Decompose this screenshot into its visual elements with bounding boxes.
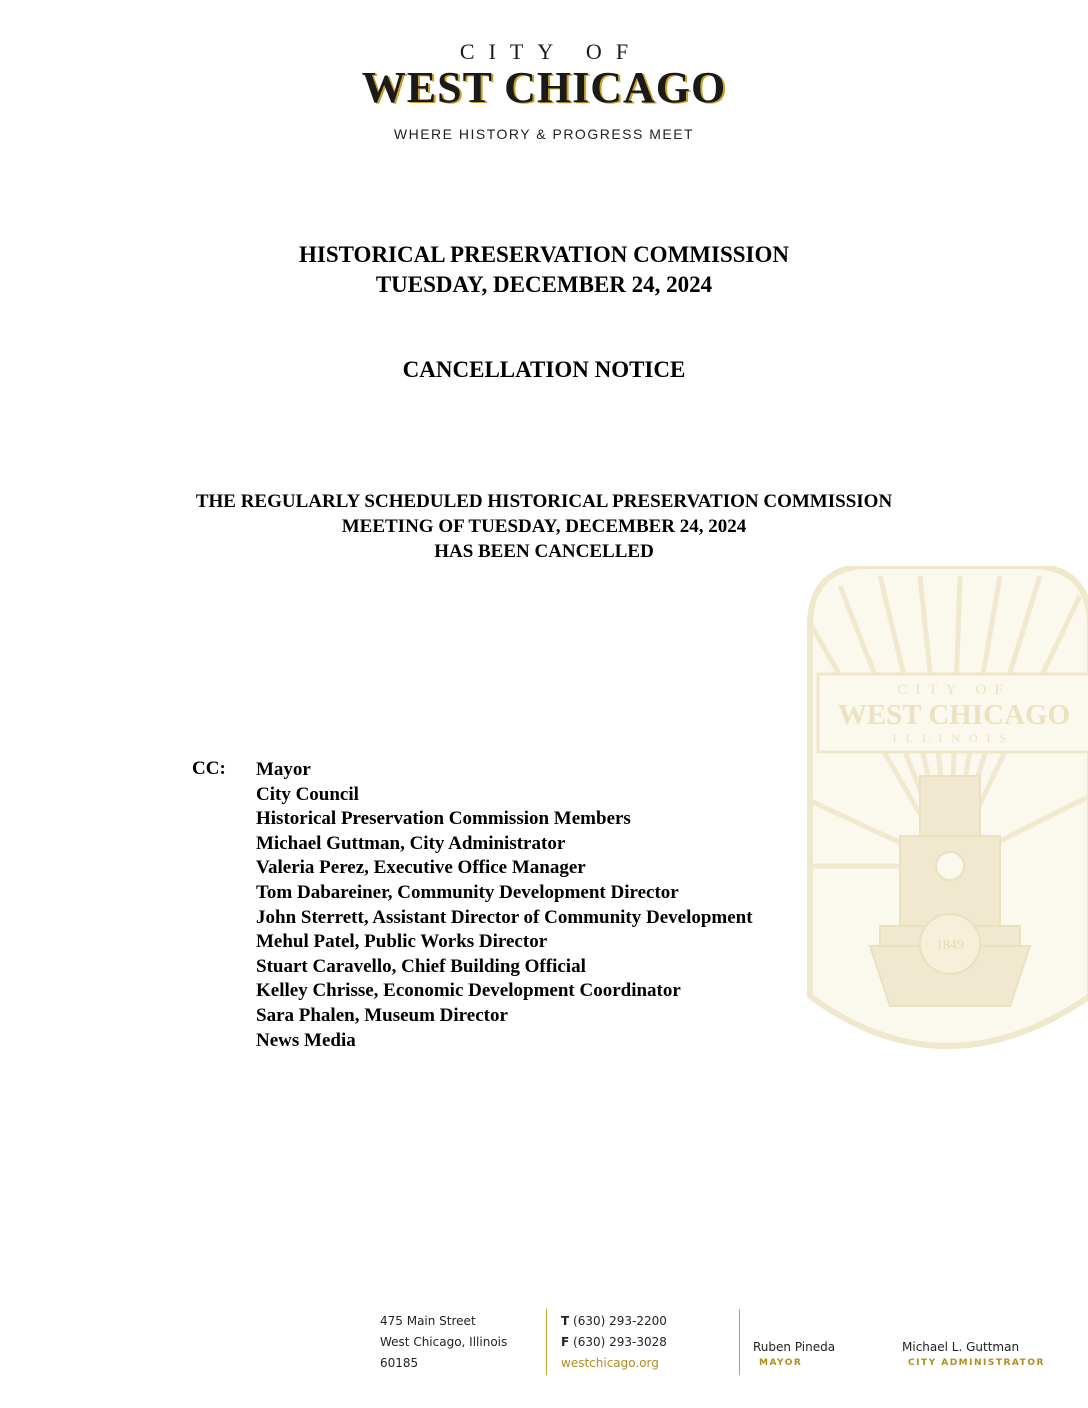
footer-mayor xyxy=(753,1339,835,1371)
notice-line-2: MEETING OF TUESDAY, DECEMBER 24, 2024 xyxy=(341,516,747,537)
city-logo xyxy=(0,40,1088,142)
notice-line-1: THE REGULARLY SCHEDULED HISTORICAL PRESERVATION COMMISSION xyxy=(195,491,893,512)
cc-recipient: Stuart Caravello, Chief Building Official xyxy=(256,955,586,977)
cc-recipient: News Media xyxy=(256,1029,356,1051)
cc-recipient: Mehul Patel, Public Works Director xyxy=(256,931,548,953)
letterhead-footer xyxy=(0,1305,1088,1385)
meeting-date: TUESDAY, DECEMBER 24, 2024 xyxy=(375,272,713,297)
mayor-title: MAYOR xyxy=(759,1358,803,1368)
administrator-name: Michael L. Guttman xyxy=(902,1340,1020,1354)
watermark-name: WEST CHICAGO xyxy=(837,699,1071,731)
mayor-name: Ruben Pineda xyxy=(753,1340,836,1354)
cc-label: CC: xyxy=(192,758,226,779)
cc-recipient: Mayor xyxy=(256,759,311,780)
footer-administrator xyxy=(902,1339,1045,1371)
fax-number: (630) 293-3028 xyxy=(573,1335,667,1349)
administrator-title: CITY ADMINISTRATOR xyxy=(908,1358,1045,1368)
address-line-3: 60185 xyxy=(380,1356,419,1370)
notice-title: CANCELLATION NOTICE xyxy=(402,357,686,382)
cc-recipient: John Sterrett, Assistant Director of Community Development xyxy=(256,906,753,928)
logo-tagline: WHERE HISTORY & PROGRESS MEET xyxy=(393,126,695,142)
commission-title: HISTORICAL PRESERVATION COMMISSION xyxy=(299,242,789,267)
logo-city-of: CITY OF xyxy=(459,39,643,64)
watermark-state: ILLINOIS xyxy=(892,731,1016,745)
watermark-city-of: CITY OF xyxy=(897,682,1011,698)
cc-recipient: Historical Preservation Commission Members xyxy=(256,808,631,830)
website-link[interactable]: westchicago.org xyxy=(561,1356,659,1370)
address-line-1: 475 Main Street xyxy=(380,1314,476,1328)
fax-label: F xyxy=(561,1335,570,1349)
cc-recipient-list xyxy=(256,758,896,1053)
footer-contact xyxy=(561,1311,667,1374)
footer-address xyxy=(380,1311,507,1374)
watermark-year: 1849 xyxy=(936,938,964,953)
cc-recipient: Valeria Perez, Executive Office Manager xyxy=(256,857,586,879)
phone-label: T xyxy=(561,1314,570,1328)
footer-divider xyxy=(546,1309,547,1375)
address-line-2: West Chicago, Illinois xyxy=(380,1335,508,1349)
cc-recipient: Michael Guttman, City Administrator xyxy=(256,832,566,854)
cc-recipient: Sara Phalen, Museum Director xyxy=(256,1004,508,1026)
phone-number: (630) 293-2200 xyxy=(573,1314,667,1328)
footer-divider xyxy=(739,1309,740,1375)
cc-recipient: City Council xyxy=(256,783,359,805)
cc-recipient: Tom Dabareiner, Community Development Director xyxy=(256,881,679,903)
notice-line-3: HAS BEEN CANCELLED xyxy=(434,541,654,562)
logo-city-name: WEST CHICAGO xyxy=(361,63,727,112)
cc-recipient: Kelley Chrisse, Economic Development Coordinator xyxy=(256,980,681,1002)
